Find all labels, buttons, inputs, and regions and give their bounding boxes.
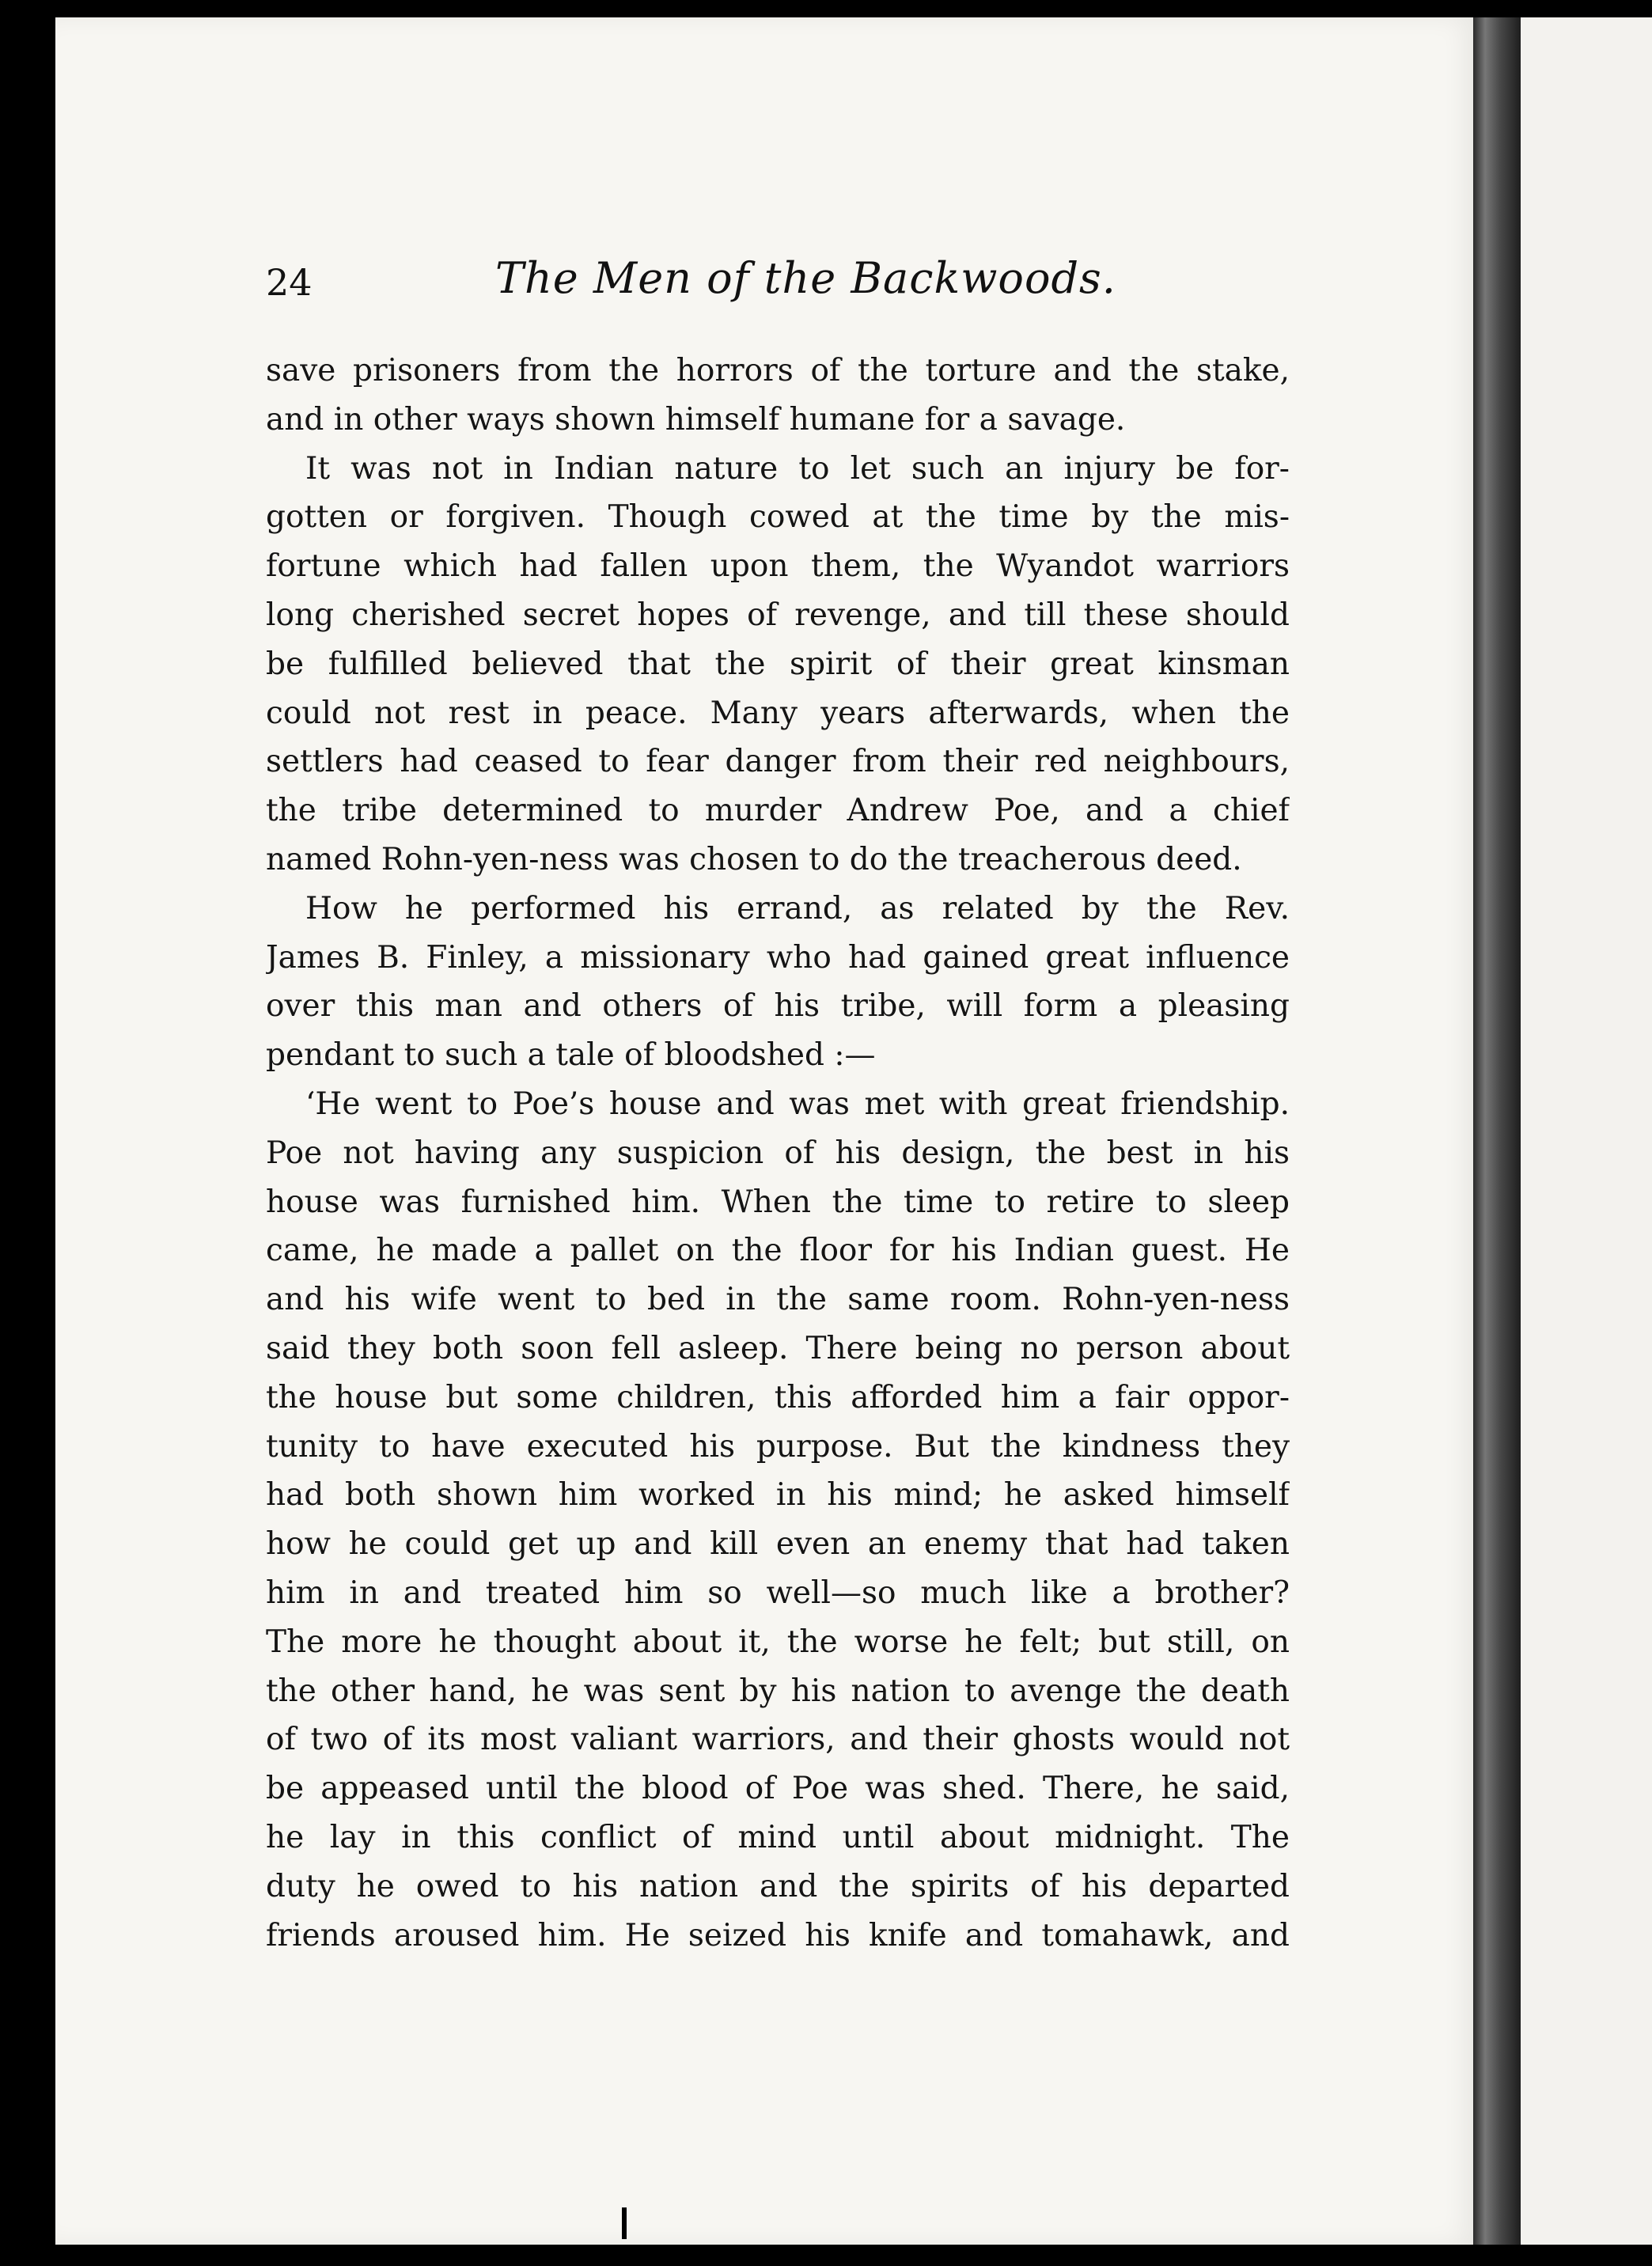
text-line: of two of its most valiant warriors, and their ghosts would not [266, 1722, 1290, 1758]
text-line: him in and treated him so well—so much like a brother? [266, 1574, 1290, 1611]
page-number: 24 [266, 261, 313, 304]
text-line: How he performed his errand, as related by the Rev. [305, 890, 1290, 926]
text-line: how he could get up and kill even an enemy that had taken [266, 1526, 1290, 1563]
text-line: Poe not having any suspicion of his design, the best in his [266, 1135, 1290, 1171]
text-line: tunity to have executed his purpose. But the kindness they [266, 1428, 1290, 1465]
running-title: The Men of the Backwoods. [495, 253, 1116, 303]
text-line: the house but some children, this afforded him a fair oppor- [266, 1379, 1290, 1415]
text-line: James B. Finley, a missionary who had gained great influence [266, 939, 1290, 976]
text-line: he lay in this conflict of mind until about midnight. The [266, 1819, 1290, 1855]
text-line: be fulfilled believed that the spirit of their great kinsman [266, 646, 1290, 682]
text-line: could not rest in peace. Many years afterwards, when the [266, 695, 1290, 731]
text-line: the other hand, he was sent by his nation to avenge the death [266, 1673, 1290, 1709]
text-line: fortune which had fallen upon them, the Wyandot warriors [266, 548, 1290, 585]
text-line: duty he owed to his nation and the spirits of his departed [266, 1868, 1290, 1904]
text-line: be appeased until the blood of Poe was shed. There, he said, [266, 1771, 1290, 1807]
book-spine-edge [1473, 17, 1521, 2245]
text-line: and in other ways shown himself humane for a savage. [266, 401, 1126, 438]
text-line: The more he thought about it, the worse he felt; but still, on [266, 1624, 1290, 1660]
facing-page-edge [1521, 17, 1652, 2245]
page-header [266, 253, 1326, 324]
text-line: came, he made a pallet on the floor for his Indian guest. He [266, 1233, 1290, 1269]
text-line: pendant to such a tale of bloodshed :— [266, 1037, 876, 1074]
text-line: It was not in Indian nature to let such an injury be for- [305, 450, 1290, 487]
text-line: said they both soon fell asleep. There being no person about [266, 1330, 1290, 1366]
text-line: and his wife went to bed in the same room. Rohn-yen-ness [266, 1282, 1290, 1318]
text-line: house was furnished him. When the time to retire to sleep [266, 1184, 1290, 1220]
text-line: save prisoners from the horrors of the torture and the stake, [266, 353, 1290, 388]
text-line: over this man and others of his tribe, will form a pleasing [266, 988, 1290, 1025]
text-line: the tribe determined to murder Andrew Poe, and a chief [266, 793, 1290, 829]
text-line: gotten or forgiven. Though cowed at the time by the mis- [266, 499, 1290, 536]
text-line: named Rohn-yen-ness was chosen to do the treacherous deed. [266, 841, 1242, 877]
scan-artifact-mark [622, 2207, 627, 2239]
text-line: ‘He went to Poe’s house and was met with great friendship. [305, 1086, 1290, 1122]
text-line: friends aroused him. He seized his knife and tomahawk, and [266, 1917, 1290, 1953]
text-line: long cherished secret hopes of revenge, and till these should [266, 597, 1290, 633]
body-text [266, 347, 1290, 1960]
text-line: had both shown him worked in his mind; he asked himself [266, 1477, 1290, 1514]
text-line: settlers had ceased to fear danger from their red neighbours, [266, 744, 1290, 780]
